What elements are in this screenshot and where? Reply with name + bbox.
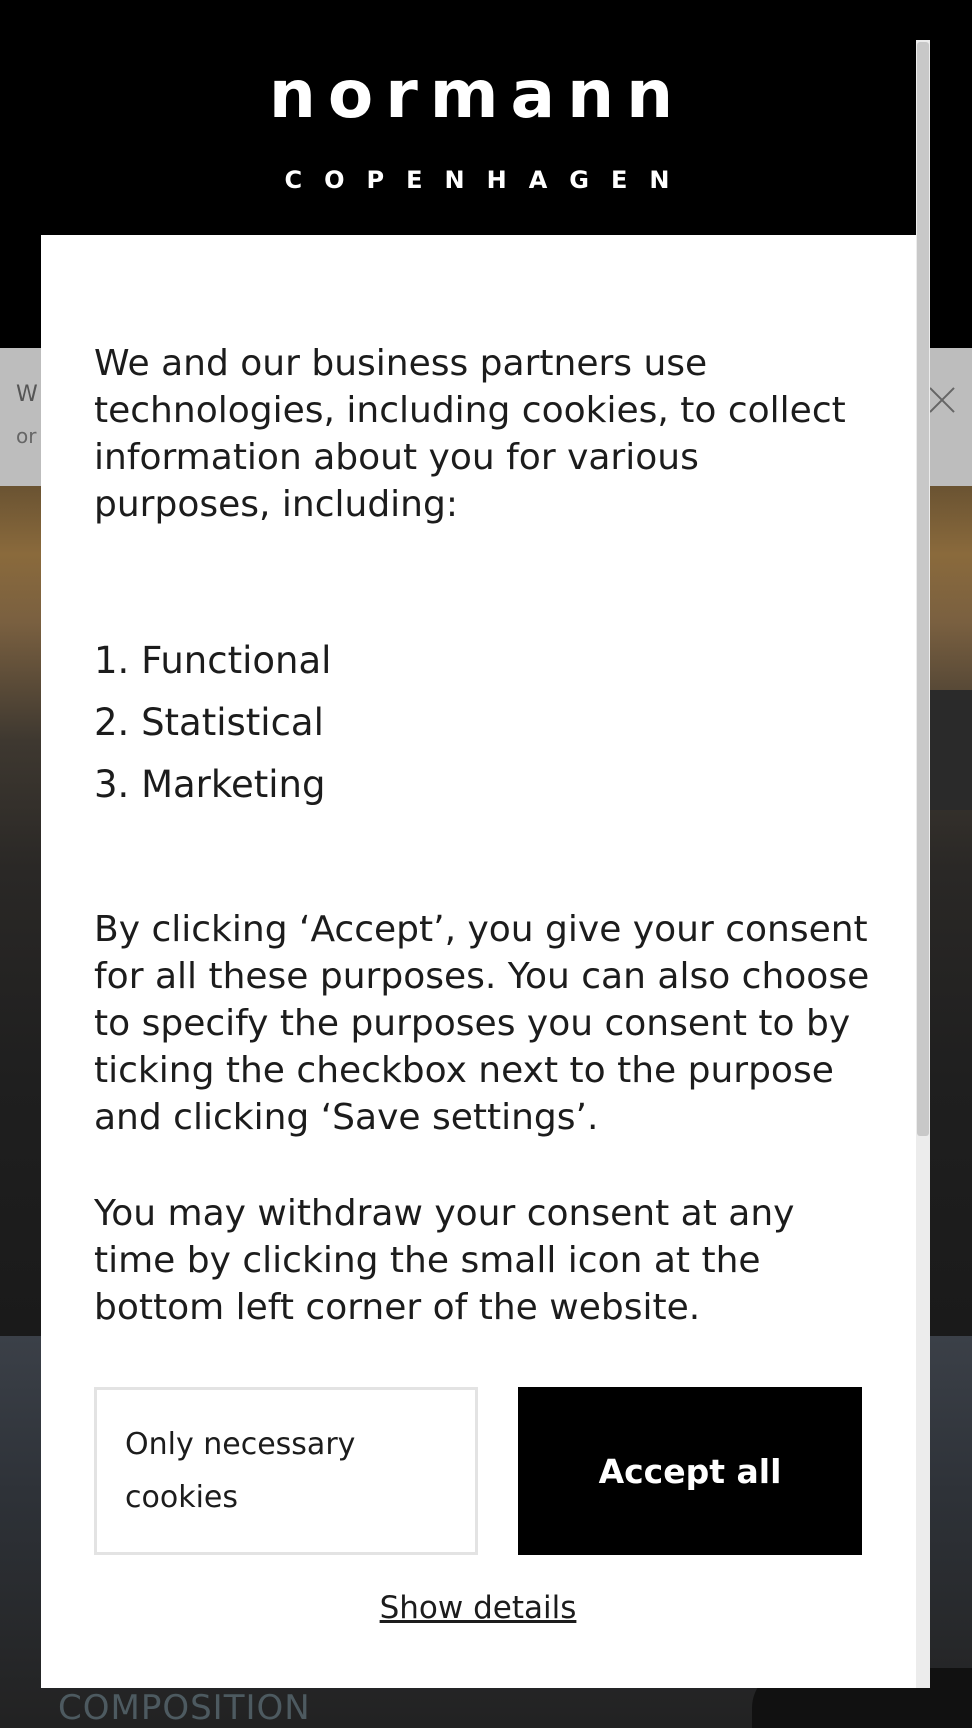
show-details-link[interactable]: Show details	[379, 1590, 577, 1626]
only-necessary-cookies-button[interactable]: Only necessary cookies	[94, 1387, 478, 1555]
purpose-item-statistical: 2. Statistical	[94, 701, 324, 744]
lower-section-heading: COMPOSITION	[58, 1688, 311, 1728]
notice-text-secondary: or	[16, 424, 37, 448]
consent-intro-text: We and our business partners use technologies, including cookies, to collect information about you for various purposes, including:	[94, 343, 846, 525]
notice-text: W	[16, 382, 38, 407]
accept-all-button[interactable]: Accept all	[518, 1387, 862, 1555]
scrollbar-thumb[interactable]	[917, 42, 929, 1136]
consent-explanation-text: By clicking ‘Accept’, you give your consent for all these purposes. You can also choose to specify the purposes you consent to by ticking the checkbox next to the purpose and clicking ‘Save settings’.	[94, 909, 870, 1138]
withdraw-info-text: You may withdraw your consent at any time by clicking the small icon at the bottom left corner of the website.	[94, 1193, 795, 1328]
purpose-item-functional: 1. Functional	[94, 639, 332, 682]
purpose-item-marketing: 3. Marketing	[94, 763, 326, 806]
brand-logo[interactable]: normann	[268, 56, 686, 133]
purpose-list	[94, 630, 794, 816]
close-icon[interactable]	[928, 386, 956, 414]
brand-subtitle: COPENHAGEN	[284, 166, 692, 194]
